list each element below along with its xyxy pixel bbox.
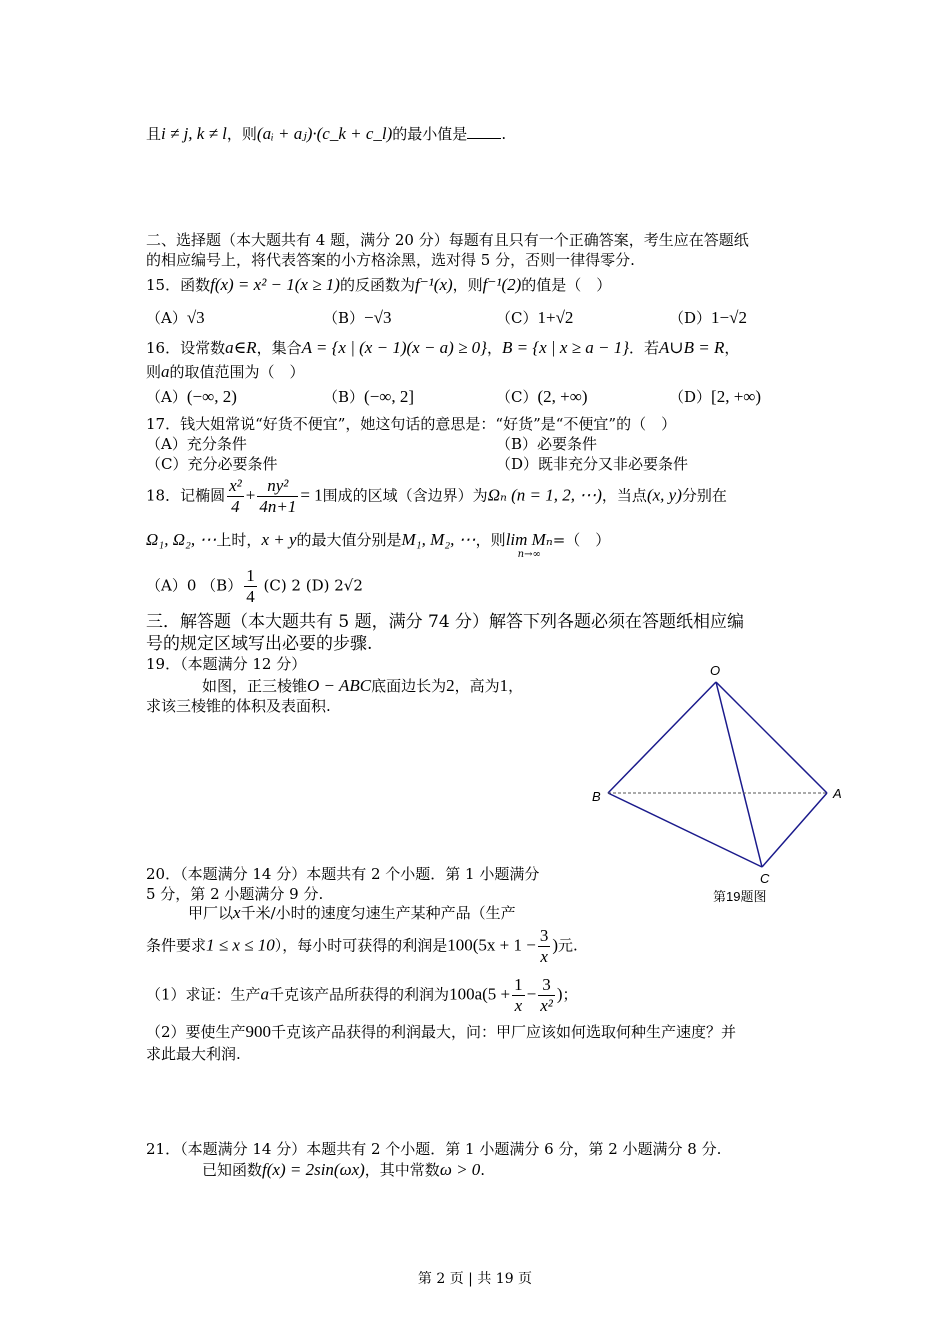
q21-body bbox=[202, 1160, 485, 1180]
option-label: （C） bbox=[496, 309, 538, 327]
q15-option-a bbox=[146, 308, 205, 328]
fraction-1-over-x bbox=[512, 975, 525, 1016]
text-segment: . bbox=[480, 1161, 486, 1179]
math-condition: i ≠ j, k ≠ l bbox=[161, 124, 227, 143]
text-segment: 底面边长为 bbox=[371, 677, 447, 695]
text-segment: =（ ） bbox=[552, 531, 611, 549]
text-segment: 元. bbox=[558, 936, 578, 955]
limit-subscript: n→∞ bbox=[517, 549, 541, 560]
text-segment: 条件要求 bbox=[146, 936, 207, 955]
option-label: （D） bbox=[669, 388, 712, 406]
option-value: [2, +∞) bbox=[711, 387, 762, 406]
edge-oc bbox=[716, 682, 762, 867]
fraction-3-over-x bbox=[538, 926, 551, 967]
edge-oa bbox=[716, 682, 827, 793]
q16-option-c bbox=[496, 387, 588, 407]
option-value: −√3 bbox=[364, 308, 392, 327]
text-segment: ，其中常数 bbox=[364, 1161, 440, 1179]
q18-stem-line2 bbox=[146, 530, 610, 560]
fraction-numerator: 3 bbox=[538, 975, 555, 996]
option-value: (−∞, 2) bbox=[186, 387, 237, 406]
text-segment: ．若 bbox=[629, 339, 660, 357]
option-label: （D） bbox=[496, 455, 539, 473]
vertex-label-c: C bbox=[760, 871, 770, 886]
q18-option-d: (D) 2√2 bbox=[305, 576, 363, 595]
math-sum: x + y bbox=[261, 530, 297, 549]
text-segment: ， bbox=[486, 339, 502, 357]
option-value: √3 bbox=[186, 308, 205, 327]
math-union: A∪B = R bbox=[659, 338, 725, 357]
q19-heading: 19．（本题满分 12 分） bbox=[146, 655, 307, 673]
math-limit bbox=[506, 530, 553, 560]
text-segment: 15．函数 bbox=[146, 276, 211, 294]
fraction-ny2-over-4n1 bbox=[257, 476, 298, 517]
fraction-denominator: x² bbox=[540, 996, 553, 1015]
option-label: （A） bbox=[146, 435, 187, 453]
math-inverse: f⁻¹(x) bbox=[414, 275, 453, 294]
q16-stem-line2 bbox=[146, 362, 305, 382]
q16-option-d bbox=[669, 387, 761, 407]
math-quantity: 900 bbox=[245, 1022, 272, 1041]
q18-option-c: (C) 2 bbox=[263, 576, 301, 595]
q18-stem bbox=[146, 476, 727, 517]
fraction-denominator: 4 bbox=[246, 587, 255, 606]
q20-condition bbox=[146, 926, 578, 967]
text-segment: 的取值范围为（ ） bbox=[169, 363, 305, 381]
text-segment: ，高为 bbox=[454, 677, 500, 695]
page-footer: 第 2 页 | 共 19 页 bbox=[417, 1271, 533, 1287]
q18-option-a: （A）0 bbox=[146, 576, 197, 595]
math-set-a: A = {x | (x − 1)(x − a) ≥ 0} bbox=[301, 338, 487, 357]
edge-bc bbox=[608, 793, 762, 867]
math-range: 1 ≤ x ≤ 10 bbox=[206, 935, 275, 955]
math-paren: ) bbox=[552, 935, 559, 955]
math-height: 1 bbox=[499, 676, 509, 695]
option-label: （A） bbox=[146, 388, 187, 406]
q20-part1 bbox=[146, 975, 578, 1016]
fraction-x2-over-4 bbox=[227, 476, 244, 517]
text-segment: 分别在 bbox=[681, 486, 727, 505]
fraction-numerator: 1 bbox=[514, 975, 523, 994]
option-value: 充分条件 bbox=[186, 435, 247, 453]
q18-options bbox=[146, 566, 363, 607]
q17-stem: 17．钱大姐常说“好货不便宜”，她这句话的意思是：“好货”是“不便宜”的（ ） bbox=[146, 415, 677, 433]
text-segment: 则 bbox=[146, 363, 162, 381]
option-value: 充分必要条件 bbox=[187, 455, 278, 473]
math-region: Ωₙ (n = 1, 2, ⋯) bbox=[487, 485, 602, 505]
option-value: (2, +∞) bbox=[537, 387, 588, 406]
math-set-b: B = {x | x ≥ a − 1} bbox=[501, 338, 629, 357]
text-segment: 18．记椭圆 bbox=[146, 486, 226, 505]
q18-option-b-label: （B） bbox=[201, 576, 243, 595]
text-segment: 的最大值分别是 bbox=[296, 531, 402, 549]
option-label: （A） bbox=[146, 309, 187, 327]
math-paren: ) bbox=[556, 984, 563, 1004]
text-segment: 的值是（ ） bbox=[521, 276, 612, 294]
q20-heading: 20．（本题满分 14 分）本题共有 2 个小题．第 1 小题满分 bbox=[146, 865, 540, 883]
vertex-label-o: O bbox=[710, 663, 721, 678]
math-param: a∈R bbox=[225, 338, 257, 357]
q20-part2-line2: 求此最大利润. bbox=[146, 1045, 241, 1063]
text-segment: 的反函数为 bbox=[339, 276, 415, 294]
q15-stem bbox=[146, 275, 611, 295]
q19-body bbox=[202, 676, 523, 696]
text-segment: 千米/小时的速度匀速生产某种产品（生产 bbox=[240, 904, 516, 922]
math-pyramid: O − ABC bbox=[307, 676, 372, 695]
text-segment: ，则 bbox=[475, 531, 506, 549]
q17-option-d bbox=[496, 454, 688, 474]
text-segment: 千克该产品获得的利润最大，问：甲厂应该如何选取何种生产速度？并 bbox=[271, 1023, 737, 1041]
option-value: 既非充分又非必要条件 bbox=[538, 455, 689, 473]
math-regions: Ω₁, Ω₂, ⋯ bbox=[146, 530, 217, 549]
text-segment: 千克该产品所获得的利润为 bbox=[269, 985, 450, 1004]
option-label: （B） bbox=[323, 388, 365, 406]
math-var: x bbox=[233, 903, 241, 922]
prev-question-tail bbox=[146, 124, 506, 144]
fraction-numerator: 1 bbox=[246, 566, 255, 585]
text-segment: 甲厂以 bbox=[188, 904, 234, 922]
text-segment: 且 bbox=[146, 125, 162, 143]
math-function: f(x) = 2sin(ωx) bbox=[262, 1160, 365, 1179]
fraction-numerator: 3 bbox=[539, 926, 549, 945]
math-value: f⁻¹(2) bbox=[482, 275, 522, 294]
text-segment: . bbox=[501, 125, 507, 143]
math-edge-length: 2 bbox=[446, 676, 455, 695]
q20-heading-line2: 5 分，第 2 小题满分 9 分. bbox=[146, 885, 324, 903]
q15-option-d bbox=[669, 308, 747, 328]
text-segment: 围成的区域（含边界）为 bbox=[322, 486, 488, 505]
q17-option-c bbox=[146, 454, 278, 474]
text-segment: ，集合 bbox=[256, 339, 302, 357]
q19-pyramid-figure bbox=[590, 655, 860, 919]
q16-stem bbox=[146, 338, 739, 358]
option-value: (−∞, 2] bbox=[364, 387, 415, 406]
text-segment: 的最小值是 bbox=[392, 125, 468, 143]
math-function: f(x) = x² − 1(x ≥ 1) bbox=[210, 275, 340, 294]
q16-option-a bbox=[146, 387, 237, 407]
q20-part2 bbox=[146, 1022, 736, 1042]
q18-option-b-fraction bbox=[244, 566, 257, 607]
fraction-denominator: 4n+1 bbox=[259, 497, 297, 516]
text-segment: （1）求证：生产 bbox=[146, 985, 261, 1004]
fraction-denominator: x bbox=[540, 947, 548, 966]
section3-intro-line2: 号的规定区域写出必要的步骤. bbox=[146, 634, 373, 654]
text-segment: ， bbox=[724, 339, 740, 357]
text-segment: ， bbox=[508, 677, 524, 695]
q15-option-b bbox=[323, 308, 391, 328]
limit-body: lim Mₙ bbox=[505, 530, 553, 549]
fraction-3-over-x2 bbox=[538, 975, 555, 1016]
option-value: 1−√2 bbox=[711, 308, 747, 327]
q16-option-b bbox=[323, 387, 414, 407]
math-operator: + bbox=[245, 485, 256, 505]
text-segment: 如图，正三棱锥 bbox=[202, 677, 308, 695]
text-segment: ），每小时可获得的利润是 bbox=[274, 936, 448, 955]
option-label: （D） bbox=[669, 309, 712, 327]
math-profit: 100(5x + 1 − bbox=[447, 935, 536, 955]
text-segment: ； bbox=[562, 985, 578, 1004]
q17-option-a bbox=[146, 434, 247, 454]
fraction-denominator: 4 bbox=[231, 497, 240, 516]
vertex-label-a: A bbox=[833, 786, 842, 801]
section3-intro-line1: 三．解答题（本大题共有 5 题，满分 74 分）解答下列各题必须在答题纸相应编 bbox=[146, 612, 745, 632]
option-value: 1+√2 bbox=[537, 308, 574, 327]
q21-heading: 21．（本题满分 14 分）本题共有 2 个小题．第 1 小题满分 6 分，第 2 小题满分 8 分. bbox=[146, 1140, 722, 1158]
figure-caption: 第19题图 bbox=[713, 889, 767, 904]
text-segment: ，则 bbox=[226, 125, 257, 143]
q20-body bbox=[188, 903, 516, 923]
math-var: a bbox=[260, 984, 270, 1004]
edge-ob bbox=[608, 682, 716, 793]
text-segment: ，当点 bbox=[601, 486, 647, 505]
section2-intro-line2: 的相应编号上，将代表答案的小方格涂黑，选对得 5 分，否则一律得零分. bbox=[146, 251, 635, 269]
text-segment: （2）要使生产 bbox=[146, 1023, 246, 1041]
math-var: a bbox=[161, 362, 170, 381]
math-expression: (aᵢ + aⱼ)·(c_k + c_l) bbox=[256, 124, 393, 143]
pyramid-diagram bbox=[590, 655, 860, 915]
text-segment: 16．设常数 bbox=[146, 339, 226, 357]
q15-option-c bbox=[496, 308, 573, 328]
edge-ac bbox=[762, 793, 827, 867]
text-segment: 上时， bbox=[216, 531, 262, 549]
text-segment: 已知函数 bbox=[202, 1161, 263, 1179]
fraction-numerator: ny² bbox=[257, 476, 298, 497]
fraction-numerator: x² bbox=[229, 476, 242, 495]
fraction-denominator: x bbox=[514, 996, 523, 1015]
section2-intro-line1: 二、选择题（本大题共有 4 题，满分 20 分）每题有且只有一个正确答案，考生应在答题纸 bbox=[146, 231, 749, 249]
q17-option-b bbox=[496, 434, 597, 454]
option-value: 必要条件 bbox=[537, 435, 598, 453]
vertex-label-b: B bbox=[592, 789, 601, 804]
option-label: （C） bbox=[496, 388, 538, 406]
math-expression: 100a(5 + bbox=[449, 984, 511, 1004]
math-maxima: M₁, M₂, ⋯ bbox=[401, 530, 476, 549]
q19-body-line2: 求该三棱锥的体积及表面积. bbox=[146, 697, 331, 715]
math-point: (x, y) bbox=[646, 485, 682, 505]
option-label: （C） bbox=[146, 455, 188, 473]
option-label: （B） bbox=[323, 309, 365, 327]
math-condition: ω > 0 bbox=[439, 1160, 481, 1179]
text-segment: ，则 bbox=[452, 276, 483, 294]
math-operator: − bbox=[526, 984, 537, 1004]
option-label: （B） bbox=[496, 435, 538, 453]
math-equality: = 1 bbox=[300, 485, 323, 505]
answer-blank bbox=[467, 124, 501, 139]
